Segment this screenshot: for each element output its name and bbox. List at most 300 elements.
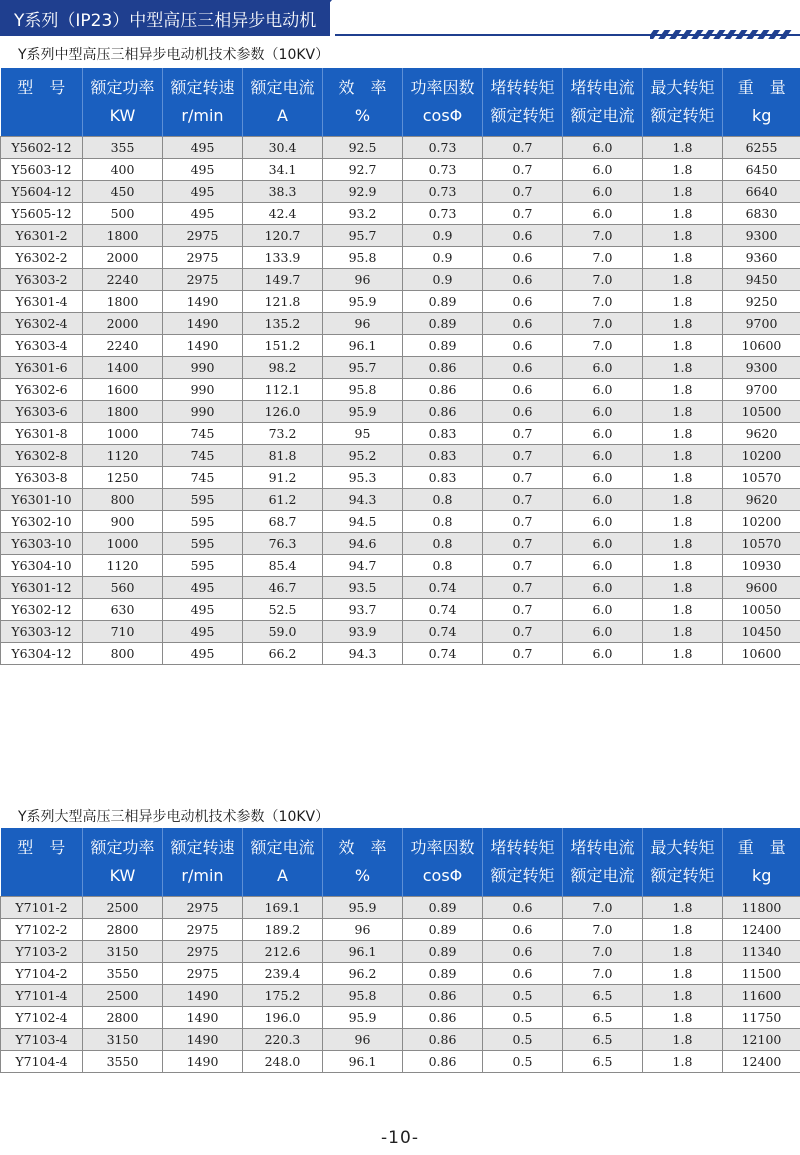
table-row — [1, 335, 800, 357]
column-header — [163, 68, 243, 137]
table-cell: 7.0 — [563, 247, 643, 269]
column-header-unit: cosΦ — [422, 106, 463, 125]
table-cell: 10600 — [723, 335, 800, 357]
table-cell: 6.0 — [563, 643, 643, 665]
table-cell: 800 — [83, 643, 163, 665]
table-cell: 95.3 — [323, 467, 403, 489]
column-header-unit: kg — [752, 106, 772, 125]
table-cell: 73.2 — [243, 423, 323, 445]
table-cell: 93.9 — [323, 621, 403, 643]
table-cell: 98.2 — [243, 357, 323, 379]
table-cell: 0.5 — [483, 1007, 563, 1029]
table-cell: 2975 — [163, 963, 243, 985]
column-header-label: 最大转矩 — [650, 838, 715, 857]
table-cell: 0.86 — [403, 1051, 483, 1073]
table-cell: 1.8 — [643, 941, 723, 963]
table-cell: 1.8 — [643, 313, 723, 335]
table-cell: 11600 — [723, 985, 800, 1007]
table-cell: 10200 — [723, 511, 800, 533]
table-cell: 30.4 — [243, 137, 323, 159]
table-cell: 6.0 — [563, 599, 643, 621]
column-header-label: 功率因数 — [410, 838, 475, 857]
table-cell: 2000 — [83, 247, 163, 269]
table-cell: 7.0 — [563, 897, 643, 919]
table-cell: 6.0 — [563, 137, 643, 159]
table-row — [1, 137, 800, 159]
column-header-label: 型 号 — [17, 838, 66, 857]
table-row — [1, 489, 800, 511]
table-cell: 1.8 — [643, 203, 723, 225]
table-cell: 9700 — [723, 379, 800, 401]
table-cell: 595 — [163, 555, 243, 577]
column-header-unit — [1, 862, 83, 890]
table-cell: Y6303-10 — [1, 533, 83, 555]
table-cell: 0.6 — [483, 291, 563, 313]
table-cell: 990 — [163, 379, 243, 401]
table-cell: 1.8 — [643, 445, 723, 467]
table-cell: 495 — [163, 137, 243, 159]
table-cell: 46.7 — [243, 577, 323, 599]
table-row — [1, 247, 800, 269]
table-cell: 94.6 — [323, 533, 403, 555]
column-header-label: 额定功率 — [90, 838, 155, 857]
table-row — [1, 621, 800, 643]
table-cell: 95.7 — [323, 225, 403, 247]
table-cell: 1120 — [83, 555, 163, 577]
column-header — [643, 828, 723, 897]
table-cell: 9250 — [723, 291, 800, 313]
column-header-label: 堵转转矩 — [490, 838, 555, 857]
column-header — [1, 828, 83, 897]
table-cell: 6.5 — [563, 1029, 643, 1051]
table-cell: 9620 — [723, 423, 800, 445]
column-header-label: 最大转矩 — [650, 78, 715, 97]
table-cell: 6.0 — [563, 511, 643, 533]
table-row — [1, 555, 800, 577]
table-cell: 0.6 — [483, 963, 563, 985]
column-header-unit: cosΦ — [422, 866, 463, 885]
table-cell: 0.74 — [403, 599, 483, 621]
table-cell: 96.1 — [323, 335, 403, 357]
table-cell: 248.0 — [243, 1051, 323, 1073]
table-cell: Y6304-12 — [1, 643, 83, 665]
table-cell: Y7102-4 — [1, 1007, 83, 1029]
table-cell: 2240 — [83, 335, 163, 357]
table-cell: 0.6 — [483, 313, 563, 335]
table-cell: 2500 — [83, 985, 163, 1007]
table-cell: 52.5 — [243, 599, 323, 621]
column-header-label: 重 量 — [737, 838, 786, 857]
table-cell: 6.5 — [563, 985, 643, 1007]
table-cell: 355 — [83, 137, 163, 159]
table-cell: Y7104-4 — [1, 1051, 83, 1073]
table-cell: 745 — [163, 423, 243, 445]
table-cell: 1.8 — [643, 159, 723, 181]
table-cell: 0.7 — [483, 467, 563, 489]
table-row — [1, 291, 800, 313]
table-cell: Y6302-12 — [1, 599, 83, 621]
table-cell: 1.8 — [643, 577, 723, 599]
table-row — [1, 445, 800, 467]
table-cell: Y7103-4 — [1, 1029, 83, 1051]
column-header — [163, 828, 243, 897]
table-cell: 85.4 — [243, 555, 323, 577]
table-cell: 175.2 — [243, 985, 323, 1007]
table-cell: 1.8 — [643, 335, 723, 357]
table-cell: 10600 — [723, 643, 800, 665]
table-cell: 9300 — [723, 225, 800, 247]
table-cell: Y6301-8 — [1, 423, 83, 445]
column-header-label: 效 率 — [338, 838, 387, 857]
table-cell: 93.2 — [323, 203, 403, 225]
column-header — [243, 68, 323, 137]
table-cell: 12400 — [723, 919, 800, 941]
table-cell: 1.8 — [643, 1029, 723, 1051]
table-cell: 76.3 — [243, 533, 323, 555]
table-cell: 1250 — [83, 467, 163, 489]
table-cell: 61.2 — [243, 489, 323, 511]
column-header-unit: 额定电流 — [570, 106, 635, 125]
table-cell: 710 — [83, 621, 163, 643]
table-cell: 1400 — [83, 357, 163, 379]
table-row — [1, 379, 800, 401]
table-cell: 95.9 — [323, 291, 403, 313]
table-cell: 2975 — [163, 225, 243, 247]
table-row — [1, 269, 800, 291]
table-cell: 1.8 — [643, 137, 723, 159]
table-cell: 212.6 — [243, 941, 323, 963]
table-header-row — [1, 828, 800, 897]
table-cell: 1800 — [83, 225, 163, 247]
column-header — [323, 68, 403, 137]
table-cell: 560 — [83, 577, 163, 599]
table-cell: 112.1 — [243, 379, 323, 401]
table-cell: 0.74 — [403, 621, 483, 643]
column-header-unit: kg — [752, 866, 772, 885]
column-header-unit: 额定转矩 — [650, 106, 715, 125]
table-cell: 12400 — [723, 1051, 800, 1073]
table-cell: Y7101-4 — [1, 985, 83, 1007]
table-cell: 7.0 — [563, 963, 643, 985]
table-cell: 96 — [323, 919, 403, 941]
table-cell: 95.9 — [323, 1007, 403, 1029]
table-cell: 0.7 — [483, 577, 563, 599]
table-cell: 400 — [83, 159, 163, 181]
table-cell: 9620 — [723, 489, 800, 511]
table-row — [1, 511, 800, 533]
table-cell: 630 — [83, 599, 163, 621]
table-cell: Y5603-12 — [1, 159, 83, 181]
table-cell: 6.0 — [563, 401, 643, 423]
table-cell: 6.0 — [563, 159, 643, 181]
column-header-label: 额定功率 — [90, 78, 155, 97]
table-cell: 95.8 — [323, 379, 403, 401]
table-cell: 9360 — [723, 247, 800, 269]
table-cell: 6.0 — [563, 423, 643, 445]
table-cell: 0.7 — [483, 533, 563, 555]
table-cell: 0.6 — [483, 247, 563, 269]
table-cell: Y6302-2 — [1, 247, 83, 269]
table-cell: Y6302-10 — [1, 511, 83, 533]
table-cell: 500 — [83, 203, 163, 225]
table-cell: 0.73 — [403, 203, 483, 225]
table-row — [1, 577, 800, 599]
table2-title: Y系列大型高压三相异步电动机技术参数（10KV） — [18, 809, 330, 825]
table-cell: 2975 — [163, 941, 243, 963]
table-cell: 0.7 — [483, 203, 563, 225]
table-cell: 1.8 — [643, 985, 723, 1007]
table-cell: 1490 — [163, 1051, 243, 1073]
table-cell: 495 — [163, 577, 243, 599]
table-cell: 10050 — [723, 599, 800, 621]
table-cell: 745 — [163, 445, 243, 467]
column-header-label: 堵转电流 — [570, 78, 635, 97]
table-cell: 6640 — [723, 181, 800, 203]
table-row — [1, 313, 800, 335]
table-cell: 0.86 — [403, 1029, 483, 1051]
table-cell: 1.8 — [643, 489, 723, 511]
table-cell: 6.0 — [563, 203, 643, 225]
table-cell: 3550 — [83, 1051, 163, 1073]
table-cell: 7.0 — [563, 335, 643, 357]
column-header — [723, 828, 800, 897]
table-row — [1, 1051, 800, 1073]
table-row — [1, 533, 800, 555]
table-cell: 0.7 — [483, 423, 563, 445]
table-row — [1, 941, 800, 963]
table-cell: 900 — [83, 511, 163, 533]
table-cell: 6.0 — [563, 533, 643, 555]
table-cell: 1490 — [163, 291, 243, 313]
table-cell: 220.3 — [243, 1029, 323, 1051]
table-cell: 6.0 — [563, 467, 643, 489]
table-cell: 1.8 — [643, 511, 723, 533]
table-row — [1, 203, 800, 225]
table-cell: 3550 — [83, 963, 163, 985]
table-cell: 495 — [163, 181, 243, 203]
table-cell: 0.86 — [403, 357, 483, 379]
table-cell: 96 — [323, 1029, 403, 1051]
table-cell: 10570 — [723, 533, 800, 555]
table-cell: 1.8 — [643, 269, 723, 291]
table-cell: 990 — [163, 357, 243, 379]
table-cell: 92.9 — [323, 181, 403, 203]
table-cell: 1.8 — [643, 401, 723, 423]
table-cell: 1.8 — [643, 1051, 723, 1073]
column-header-label: 功率因数 — [410, 78, 475, 97]
table-cell: 2975 — [163, 919, 243, 941]
table-cell: Y6303-8 — [1, 467, 83, 489]
table-cell: 0.89 — [403, 963, 483, 985]
column-header-unit — [1, 102, 83, 130]
table-cell: 1.8 — [643, 919, 723, 941]
table-cell: 2975 — [163, 247, 243, 269]
table-cell: 91.2 — [243, 467, 323, 489]
column-header — [563, 68, 643, 137]
table-cell: 0.73 — [403, 159, 483, 181]
table-cell: 6.5 — [563, 1007, 643, 1029]
table-cell: 92.5 — [323, 137, 403, 159]
table-cell: 1.8 — [643, 423, 723, 445]
table-cell: 495 — [163, 203, 243, 225]
table-cell: Y6303-2 — [1, 269, 83, 291]
column-header — [483, 68, 563, 137]
table-cell: 1.8 — [643, 357, 723, 379]
table-cell: 6.0 — [563, 577, 643, 599]
table-cell: 1.8 — [643, 467, 723, 489]
table-cell: 0.6 — [483, 225, 563, 247]
table-row — [1, 423, 800, 445]
column-header-label: 额定转速 — [170, 838, 235, 857]
table-cell: 0.7 — [483, 621, 563, 643]
table-cell: 11750 — [723, 1007, 800, 1029]
table-cell: 1.8 — [643, 555, 723, 577]
table-cell: 450 — [83, 181, 163, 203]
table-cell: 7.0 — [563, 291, 643, 313]
table-cell: 95.9 — [323, 897, 403, 919]
table-cell: 1490 — [163, 335, 243, 357]
table-row — [1, 181, 800, 203]
table-cell: 10200 — [723, 445, 800, 467]
table-cell: 11340 — [723, 941, 800, 963]
table-cell: 1490 — [163, 1029, 243, 1051]
table-cell: 0.6 — [483, 401, 563, 423]
table-cell: 0.6 — [483, 357, 563, 379]
table-cell: 1.8 — [643, 225, 723, 247]
table-cell: 595 — [163, 533, 243, 555]
column-header — [643, 68, 723, 137]
table-cell: 0.8 — [403, 511, 483, 533]
table-cell: 6.0 — [563, 357, 643, 379]
page-number: -10- — [381, 1128, 419, 1148]
table-cell: 0.86 — [403, 1007, 483, 1029]
table-row — [1, 225, 800, 247]
table-cell: 11800 — [723, 897, 800, 919]
column-header — [83, 68, 163, 137]
table-cell: 10450 — [723, 621, 800, 643]
table-cell: 6.0 — [563, 445, 643, 467]
table-cell: 7.0 — [563, 919, 643, 941]
column-header-label: 型 号 — [17, 78, 66, 97]
table-cell: 1490 — [163, 985, 243, 1007]
column-header — [323, 828, 403, 897]
table-cell: 1600 — [83, 379, 163, 401]
table-cell: 95.8 — [323, 985, 403, 1007]
table-cell: 94.3 — [323, 489, 403, 511]
table-cell: 96 — [323, 313, 403, 335]
table-cell: 94.5 — [323, 511, 403, 533]
table-cell: 11500 — [723, 963, 800, 985]
table-row — [1, 1029, 800, 1051]
table-cell: 990 — [163, 401, 243, 423]
table-row — [1, 985, 800, 1007]
table-cell: 95.2 — [323, 445, 403, 467]
column-header-label: 效 率 — [338, 78, 387, 97]
table-cell: 1800 — [83, 291, 163, 313]
table-cell: 0.73 — [403, 137, 483, 159]
table-cell: Y7101-2 — [1, 897, 83, 919]
table-cell: 495 — [163, 599, 243, 621]
table-cell: 0.89 — [403, 941, 483, 963]
table-cell: 95.7 — [323, 357, 403, 379]
table-cell: 0.86 — [403, 379, 483, 401]
column-header — [1, 68, 83, 137]
table-cell: 2240 — [83, 269, 163, 291]
table-cell: 121.8 — [243, 291, 323, 313]
table-cell: 1.8 — [643, 621, 723, 643]
table-cell: 9450 — [723, 269, 800, 291]
table-cell: Y6303-12 — [1, 621, 83, 643]
table-cell: 495 — [163, 643, 243, 665]
table-cell: 81.8 — [243, 445, 323, 467]
column-header-label: 堵转转矩 — [490, 78, 555, 97]
column-header — [403, 68, 483, 137]
table-cell: Y6301-4 — [1, 291, 83, 313]
column-header-unit: A — [277, 866, 288, 885]
table-cell: 94.3 — [323, 643, 403, 665]
column-header — [403, 828, 483, 897]
table-cell: 1.8 — [643, 291, 723, 313]
column-header-label: 额定电流 — [250, 78, 315, 97]
table-cell: 595 — [163, 489, 243, 511]
table-cell: Y6301-10 — [1, 489, 83, 511]
table-cell: 0.9 — [403, 247, 483, 269]
table-cell: Y6302-4 — [1, 313, 83, 335]
table-header-row — [1, 68, 800, 137]
table-cell: 38.3 — [243, 181, 323, 203]
spec-table-medium — [0, 68, 800, 665]
spec-table-large — [0, 828, 800, 1073]
table-cell: 0.7 — [483, 511, 563, 533]
column-header — [243, 828, 323, 897]
table-cell: 0.6 — [483, 919, 563, 941]
table-cell: 1.8 — [643, 963, 723, 985]
table-cell: 95.9 — [323, 401, 403, 423]
column-header-unit: 额定电流 — [570, 866, 635, 885]
table-cell: 96 — [323, 269, 403, 291]
column-header — [83, 828, 163, 897]
table-cell: 6.0 — [563, 621, 643, 643]
table-row — [1, 599, 800, 621]
table-cell: 1000 — [83, 423, 163, 445]
table-cell: 0.6 — [483, 941, 563, 963]
column-header-unit: % — [354, 866, 371, 885]
column-header-label: 额定电流 — [250, 838, 315, 857]
table-row — [1, 897, 800, 919]
table-cell: 1.8 — [643, 247, 723, 269]
table-cell: 495 — [163, 159, 243, 181]
table-cell: 2800 — [83, 919, 163, 941]
table1-title: Y系列中型高压三相异步电动机技术参数（10KV） — [18, 47, 330, 63]
table-cell: 495 — [163, 621, 243, 643]
table-cell: 7.0 — [563, 313, 643, 335]
table-cell: 1490 — [163, 1007, 243, 1029]
table-cell: Y6301-6 — [1, 357, 83, 379]
table-cell: 9700 — [723, 313, 800, 335]
table-cell: 6.0 — [563, 379, 643, 401]
table-cell: 0.5 — [483, 985, 563, 1007]
table-cell: 1000 — [83, 533, 163, 555]
table-cell: 7.0 — [563, 941, 643, 963]
table-cell: 96.2 — [323, 963, 403, 985]
table-cell: Y6302-8 — [1, 445, 83, 467]
table-cell: 1.8 — [643, 533, 723, 555]
table-cell: 0.9 — [403, 269, 483, 291]
table-cell: 66.2 — [243, 643, 323, 665]
table-cell: 0.8 — [403, 533, 483, 555]
table-cell: 59.0 — [243, 621, 323, 643]
table-cell: 12100 — [723, 1029, 800, 1051]
